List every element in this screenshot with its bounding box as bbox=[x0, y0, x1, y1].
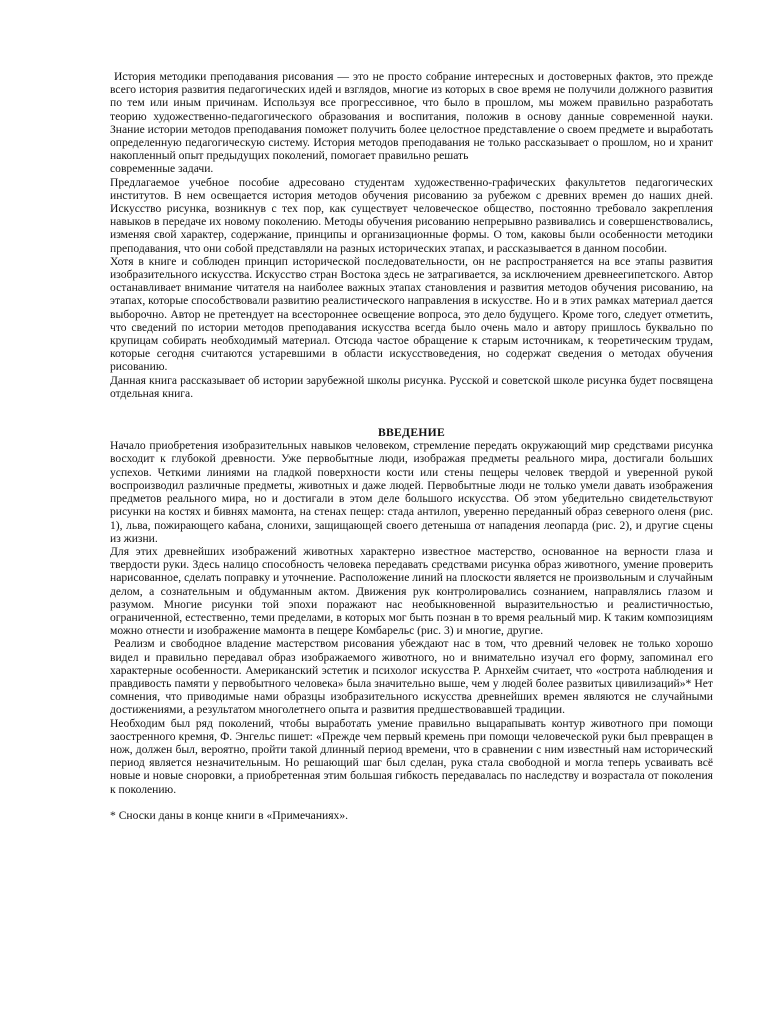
preface-paragraph: современные задачи. bbox=[110, 162, 214, 176]
section-heading: ВВЕДЕНИЕ bbox=[377, 426, 446, 440]
footnote: * Сноски даны в конце книги в «Примечаниях». bbox=[110, 808, 349, 822]
preface-paragraph: Данная книга рассказывает об истории зарубежной школы рисунка. Русской и советской школе рисунка будет посвящена отдельная книга. bbox=[110, 373, 713, 400]
introduction-section bbox=[110, 426, 713, 796]
preface-section bbox=[110, 70, 713, 400]
section-gap bbox=[110, 400, 713, 426]
footnote-gap bbox=[110, 796, 713, 809]
preface-paragraph: История методики преподавания рисования — это не просто собрание интересных и достоверных фактов, это прежде всего история развития педагогических идей и взглядов, многие из которых в свое время не получили должного развития по тем или иным причинам. Используя все прогрессивное, что было в прошлом, мы можем правильно разработать теорию художественно-педагогического образования и воспитания, положив в основу данные современной науки. Знание истории методов преподавания поможет получить более целостное представление о своем предмете и выработать определенную педагогическую систему. История методов преподавания не только рассказывает о прошлом, но и хранит накопленный опыт предыдущих поколений, помогает правильно решать bbox=[110, 70, 713, 163]
preface-paragraph: Предлагаемое учебное пособие адресовано студентам художественно-графических факультетов педагогических институтов. В нем освещается история методов обучения рисованию за рубежом с древних времен до наших дней. Искусство рисунка, возникнув с тех пор, как существует человеческое общество, постоянно требовало закрепления навыков в передаче их новому поколению. Методы обучения рисованию непрерывно развивались и совершенствовались, изменяя свой характер, содержание, принципы и организационные формы. О том, каковы были особенности методики преподавания, что они собой представляли на разных исторических этапах, и рассказывается в данном пособии. bbox=[110, 175, 713, 255]
text-column bbox=[110, 70, 713, 822]
introduction-paragraph: Для этих древнейших изображений животных характерно известное мастерство, основанное на верности глаза и твердости руки. Здесь налицо способность человека передавать средствами рисунка образ животного, умение проверить нарисованное, сделать поправку и уточнение. Расположение линий на плоскости является не произвольным и случайным делом, а сознательным и обдуманным актом. Движения рук контролировались сознанием, направлялись глазом и разумом. Многие рисунки той эпохи поражают нас необыкновенной выразительностью и реалистичностью, ограниченной, естественно, теми пределами, в которых мог быть познан в то время реальный мир. К таким композициям можно отнести и изображение мамонта в пещере Комбарельс (рис. 3) и многие, другие. bbox=[110, 544, 713, 638]
introduction-paragraph: Необходим был ряд поколений, чтобы выработать умение правильно выцарапывать контур животного при помощи заостренного кремня, Ф. Энгельс пишет: «Прежде чем первый кремень при помощи человеческой руки был превращен в нож, должен был, вероятно, пройти такой длинный период времени, что в сравнении с ним известный нам исторический период является незначительным. Но решающий шаг был сделан, рука стала свободной и могла теперь усваивать всё новые и новые сноровки, а приобретенная этим большая гибкость передавалась по наследству и возрастала от поколения к поколению. bbox=[110, 716, 713, 796]
preface-paragraph: Хотя в книге и соблюден принцип исторической последовательности, он не распространяется на все этапы развития изобразительного искусства. Искусство стран Востока здесь не затрагивается, за исключением древнеегипетского. Автор останавливает внимание читателя на наиболее важных этапах становления и развития методов обучения рисованию, на этапах, которые способствовали развитию реалистического направления в искусстве. Но и в этих рамках материал дается выборочно. Автор не претендует на всестороннее освещение вопроса, это дело будущего. Кроме того, следует отметить, что сведений по истории методов преподавания искусства всегда было очень мало и автору пришлось буквально по крупицам собирать необходимый материал. Отсюда частое обращение к старым источникам, к теоретическим трудам, которые сегодня считаются устаревшими в области искусствоведения, но содержат сведения о методах обучения рисованию. bbox=[110, 254, 713, 374]
introduction-paragraph: Начало приобретения изобразительных навыков человеком, стремление передать окружающий мир средствами рисунка восходит к глубокой древности. Уже первобытные люди, изображая предметы реального мира, достигали больших успехов. Четкими линиями на гладкой поверхности кости или стены пещеры человек твердой и уверенной рукой воспроизводил различные предметы, животных и даже людей. Первобытные люди не только умели давать изображения предметов реального мира, но и достигали в этом деле большого искусства. Об этом убедительно свидетельствуют рисунки на костях и бивнях мамонта, на стенах пещер: стада антилоп, уверенно переданный образ северного оленя (рис. 1), льва, пожирающего кабана, слонихи, защищающей своего детеныша от нападения леопарда (рис. 2), и другие сцены из жизни. bbox=[110, 439, 713, 545]
introduction-paragraph: Реализм и свободное владение мастерством рисования убеждают нас в том, что древний человек не только хорошо видел и правильно передавал образ изображаемого животного, но и внимательно изучал его форму, запоминал его характерные особенности. Американский эстетик и психолог искусства Р. Арнхейм считает, что «острота наблюдения и правдивость памяти у первобытного человека» была значительно выше, чем у людей более развитых цивилизаций»* Нет сомнения, что приводимые нами образцы изобразительного искусства древнейших времен являются не случайными достижениями, а результатом многолетнего опыта и развития предшествовавшей традиции. bbox=[110, 637, 713, 717]
